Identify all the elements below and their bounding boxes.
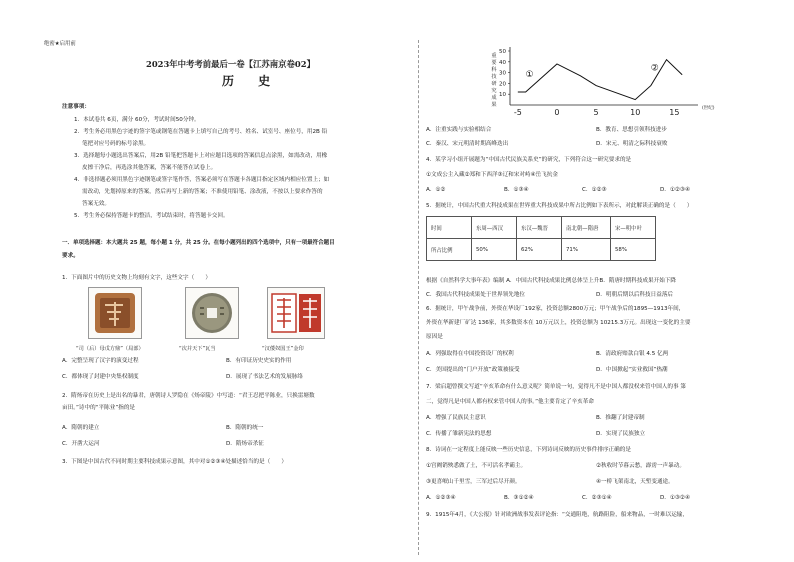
notes-heading: 注意事项： [62,104,90,110]
subject-title: 历 史 [222,74,281,88]
y-tick-label: 30 [499,70,506,77]
option: B．推翻了封建帝制 [596,415,645,421]
option: D．①②③④ [660,187,690,193]
table-cell: 58% [611,239,656,261]
note-line: 答案无效。 [82,201,110,207]
question-2-stem-cont: 亩田。”诗中的“平陈业”指的是 [62,405,136,411]
question-7-stem: 7．梁启超曾撰文写道“辛亥革命有什么意义呢？简单说一句，觉得凡不是中国人都没权来管中国人的事 第 [426,384,686,390]
option: C．美国提出的“门户开放”政策被接受 [426,367,520,373]
y-tick-label: 20 [499,81,506,88]
option: A．隋朝的建立 [62,425,100,431]
y-axis-label-char: 重 [491,53,497,59]
note-line: 1．本试卷共 6页，满分 60分，考试时间50分钟。 [74,117,200,123]
x-tick-label: 15 [669,108,680,117]
question-1-stem: 1．下面图片中的历史文物上均刻有文字，这些文字（ ） [62,275,211,281]
exam-title: 2023年中考考前最后一卷【江苏南京卷02】 [146,59,315,69]
table-cell: 东汉—魏晋 [517,217,562,239]
table-cell: 所占比例 [427,239,472,261]
y-axis-label-char: 要 [491,60,497,66]
y-axis-label-char: 究 [491,88,497,94]
question-8-item: ②秋收时节暮云愁，霹雳一声暴动。 [596,463,685,469]
option: D．隋炀帝杀征 [226,441,264,447]
note-line: 4．非选择题必须用黑色字迹钢笔或签字笔作答，答案必须写在答题卡各题目指定区域内相应位置上；如 [74,177,330,183]
option: C．秦汉、宋元明清时期高峰迭出 [426,141,509,147]
table-cell: 时间 [427,217,472,239]
y-axis-label-char: 成 [491,95,497,101]
option: A．①②③④ [426,495,456,501]
section-heading-cont: 要求。 [62,253,79,259]
table-cell: 50% [472,239,517,261]
option: C．②③①④ [582,495,612,501]
table-cell: 71% [562,239,611,261]
option: C．开凿大运河 [62,441,100,447]
image-caption: “次并天下”瓦当 [179,346,216,352]
option: B．清政府赔款白银 4.5 亿两 [596,351,669,357]
note-line: 笔把对应号码的标号涂黑。 [82,141,150,147]
note-line: 5．考生务必保持答题卡的整洁，考试结束时，将答题卡交回。 [74,213,229,219]
option: B．教育、思想引领科技进步 [596,127,667,133]
question-8-item: ④一桥飞架南北，天堑变通途。 [596,479,674,485]
x-tick-label: 5 [593,108,599,117]
image-caption: “司（后）母戊方鼎”（局部） [76,346,144,352]
question-6-stem: 6．据统计，甲午战争前，外资在华设厂192家，投资总额2800万元；甲午战争后的1895—1913年间， [426,306,685,312]
table-cell: 南北朝—隋唐 [562,217,611,239]
x-axis-unit: (世纪) [702,106,715,111]
question-2-stem: 2．隋炀帝在历史上是出名的暴君，唐朝诗人罗隐在《炀帝陵》中写道：“君王忍把平陈业，只换雷塘数 [62,393,315,399]
option: C．都体现了封建中央集权制度 [62,374,139,380]
note-line: 皮擦干净后，再选涂其他答案，答案不能答在试卷上。 [82,165,217,171]
option: B．③①②④ [504,495,534,501]
artifact-image-bronze-inscription [88,287,142,339]
question-4-stem: 4．某学习小组开展题为“中国古代民族关系史”的研究，下列符合这一研究要求的是 [426,157,632,163]
option: D．宋元、明清之际科技衰败 [596,141,668,147]
question-9-stem: 9．1915年4月，《大公报》针对欧洲战事发表评论指：“交通阻绝，航路阻险，船来物品，一时难以运输， [426,512,688,518]
option: D．明朝后期以后科技日益落后 [596,292,674,298]
y-axis-label-char: 研 [491,81,497,87]
chart-marker-label: ② [650,63,659,74]
y-axis-label-char: 技 [491,74,497,80]
option: A．增强了民族民主意识 [426,415,486,421]
column-divider [418,40,419,555]
artifact-image-coin [185,287,239,339]
image-caption: “汉倭奴国王”金印 [262,346,304,352]
note-line: 3．选择题每小题选出答案后，用2B 铅笔把答题卡上对应题目选项的答案信息点涂黑，如需改动，用橡 [74,153,328,159]
question-8-stem: 8．诗词在一定程度上能反映一些历史信息，下列诗词反映的历史事件排序正确的是 [426,447,631,453]
option: A．①② [426,187,446,193]
question-7-stem-cont: 二，觉得凡是中国人都有权来管中国人的事。”他主要肯定了辛亥革命 [426,399,594,405]
option: D．①③②④ [660,495,690,501]
option: B．隋朝的统一 [226,425,264,431]
option: D．中国掀起“实业救国”热潮 [596,367,668,373]
option: C．传播了雏新宪法的思想 [426,431,492,437]
x-tick-label: 10 [630,108,641,117]
table-cell: 东周—西汉 [472,217,517,239]
option: C．①②③ [582,187,607,193]
y-tick-label: 40 [499,59,506,66]
option: A．注重实践与实验相结合 [426,127,492,133]
x-tick-label: -5 [513,108,522,117]
x-tick-label: 0 [554,108,560,117]
question-8-item: ③更喜岷山千里雪，三军过后尽开颜。 [426,479,521,485]
option: D．实现了民族独立 [596,431,646,437]
option: B．①③④ [504,187,529,193]
tech-achievements-chart [480,43,720,121]
question-4-items: ①文成公主入藏②郑和下西洋③辽和宋对峙④岳飞抗金 [426,172,558,178]
artifact-image-gold-seal [267,287,325,339]
note-line: 需改动，先划掉原来的答案，然后再写上新的答案；不准使用铅笔、涂改液，不按以上要求作答的 [82,189,323,195]
option: D．展现了书法艺术的发展脉络 [226,374,304,380]
question-5-source: 根据《自然科学大事年表》编制 A．中国古代科技成果比例总体呈上升B．隋唐时期科技成果开始下降 [426,278,676,284]
table-row [427,217,656,239]
option: A．完整呈现了汉字的演变过程 [62,358,139,364]
y-axis-label-char: 果 [491,102,497,108]
table-row [427,239,656,261]
question-5-stem: 5．据统计，中国古代重大科技成果在世界重大科技成果中所占比例如下表所示，对此解读正确的是（ ） [426,203,693,209]
confidential-label: 绝密★启用前 [44,41,76,47]
chart-marker-label: ① [525,69,534,80]
question-6-stem-cont: 原因是 [426,334,443,340]
note-line: 2．考生务必用黑色字迹的签字笔或钢笔在答题卡上填写自己的考号、姓名、试室号、座位号，用2B 铅 [74,129,328,135]
option: C．我国古代科技成果处于世界领先地位 [426,292,526,298]
question-5-table [426,216,656,261]
y-axis-label-char: 科 [491,67,497,73]
section-heading: 一．单项选择题：本大题共 25 题，每小题 1 分，共 25 分。在每小题列出的四个选项中，只有一项最符合题目 [62,240,335,246]
table-cell: 62% [517,239,562,261]
question-3-stem: 3．下图是中国古代不同时期主要科技成果示意图，其中对①②③④处描述恰当的是（ ） [62,459,287,465]
question-8-item: ①宫阙销殃悉做了土，不可活名孝霸主。 [426,463,527,469]
table-cell: 宋—明中叶 [611,217,656,239]
option: B．有印证历史史实的作用 [226,358,292,364]
y-tick-label: 10 [499,92,506,99]
question-6-stem-cont: 外资在华新建厂矿达 136家，其多数资本在 10万元以上，投资总额为 10215.3万元。出现这一变化的主要 [426,320,691,326]
option: A．列强取得在中国投资设厂的权利 [426,351,514,357]
y-tick-label: 50 [499,49,506,55]
